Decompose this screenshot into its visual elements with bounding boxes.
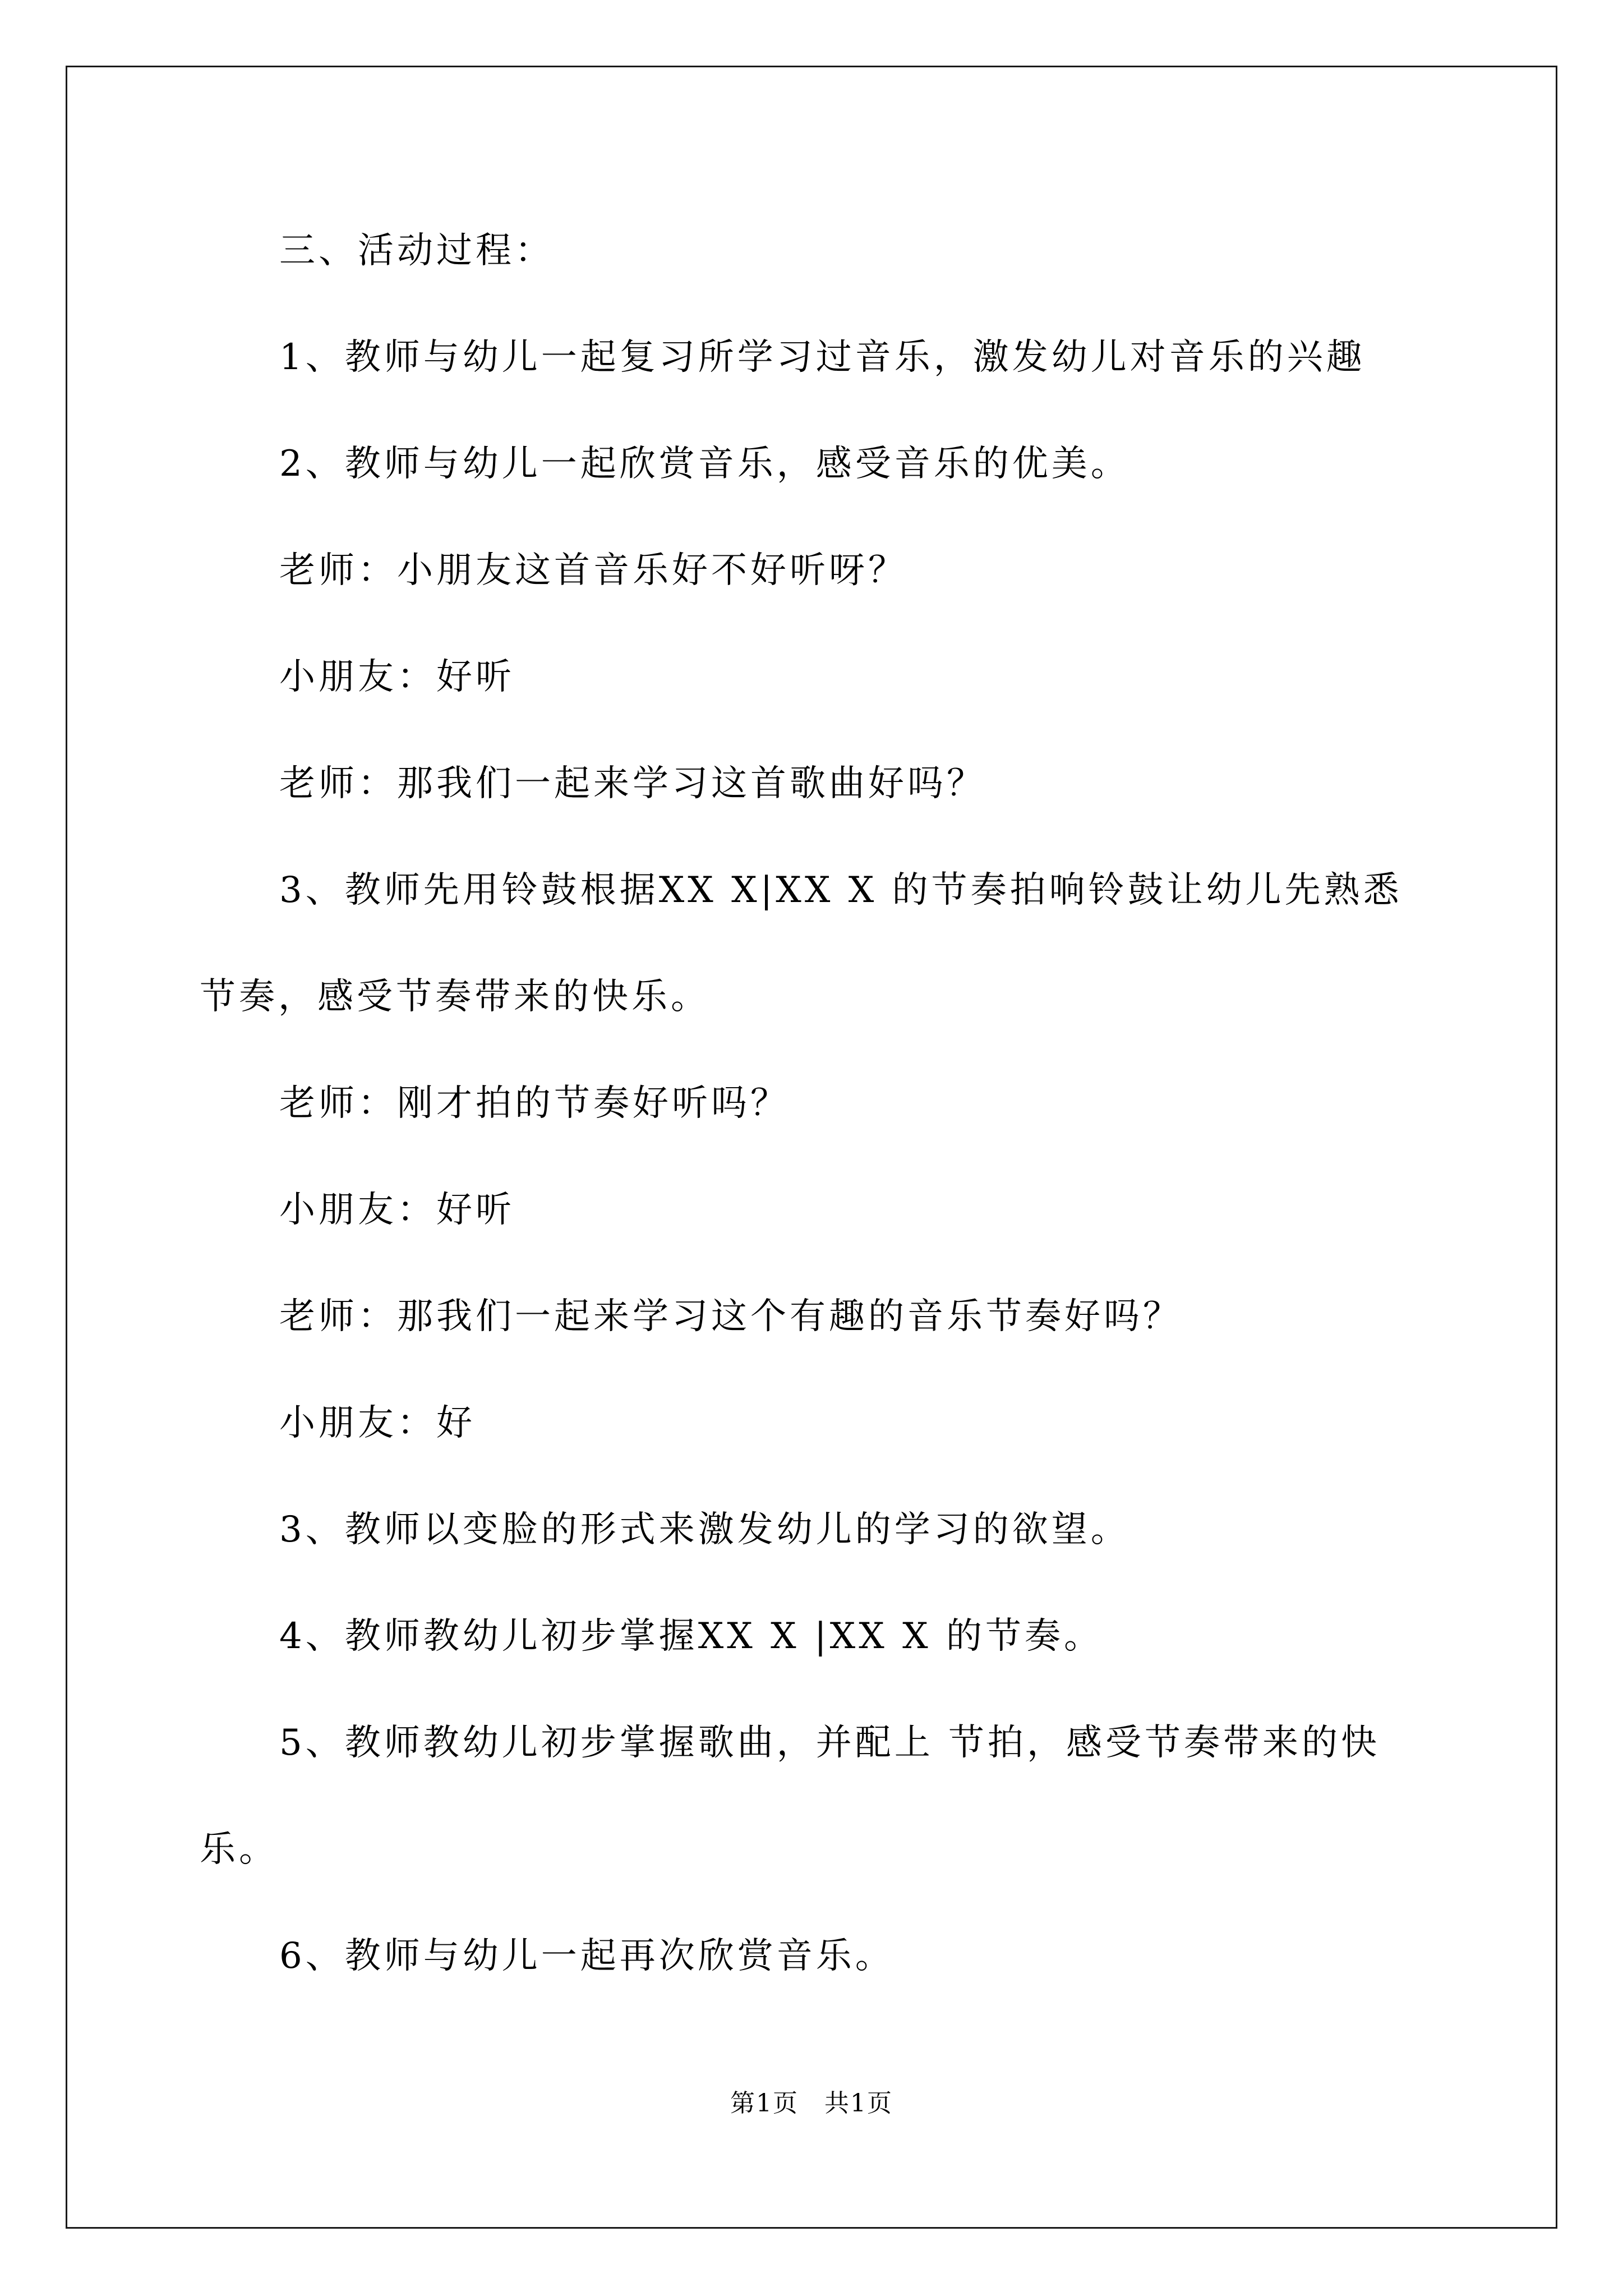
page-footer: 第1页 共1页 xyxy=(730,2089,893,2118)
paragraph-line: 5、教师教幼儿初步掌握歌曲，并配上 节拍，感受节奏带来的快 xyxy=(279,1722,1381,1764)
paragraph-line: 3、教师以变脸的形式来激发幼儿的学习的欲望。 xyxy=(279,1509,1130,1550)
paragraph-continuation: 乐。 xyxy=(200,1829,278,1870)
dialogue-line: 老师：那我们一起来学习这个有趣的音乐节奏好吗？ xyxy=(279,1296,1182,1337)
dialogue-line: 老师：小朋友这首音乐好不好听呀？ xyxy=(279,550,907,591)
dialogue-line: 老师：那我们一起来学习这首歌曲好吗？ xyxy=(279,763,986,804)
paragraph-line: 3、教师先用铃鼓根据XX X|XX X 的节奏拍响铃鼓让幼儿先熟悉 xyxy=(279,869,1403,911)
paragraph-line: 4、教师教幼儿初步掌握XX X |XX X 的节奏。 xyxy=(279,1616,1104,1657)
dialogue-line: 小朋友：好 xyxy=(279,1402,476,1444)
dialogue-line: 小朋友：好听 xyxy=(279,1189,515,1231)
paragraph-line: 1、教师与幼儿一起复习所学习过音乐，激发幼儿对音乐的兴趣 xyxy=(279,337,1366,378)
page-border xyxy=(66,66,1557,2229)
dialogue-line: 小朋友：好听 xyxy=(279,656,515,698)
paragraph-line: 2、教师与幼儿一起欣赏音乐，感受音乐的优美。 xyxy=(279,443,1130,485)
paragraph-line: 6、教师与幼儿一起再次欣赏音乐。 xyxy=(279,1935,895,1977)
dialogue-line: 老师：刚才拍的节奏好听吗？ xyxy=(279,1083,790,1124)
section-heading: 三、活动过程： xyxy=(279,230,554,272)
paragraph-continuation: 节奏，感受节奏带来的快乐。 xyxy=(200,976,710,1018)
